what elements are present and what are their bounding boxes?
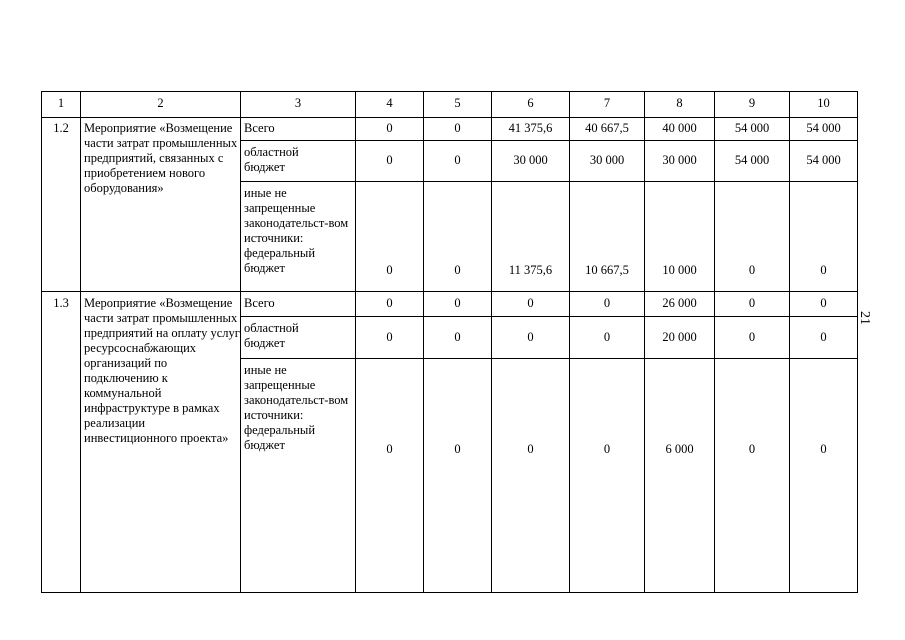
value-cell: 26 000 <box>662 296 697 310</box>
value-cell: 0 <box>820 296 827 310</box>
value-cell: 0 <box>748 442 756 456</box>
source-label: иные не запрещенные законодательст-вом источники: федеральный бюджет <box>244 363 349 452</box>
source-label: Всего <box>244 296 275 310</box>
value-cell: 0 <box>454 330 461 344</box>
value-cell: 11 375,6 <box>508 263 553 277</box>
value-cell: 54 000 <box>734 153 770 167</box>
value-cell: 0 <box>454 263 461 277</box>
source-label: Всего <box>244 121 275 135</box>
value-cell: 30 000 <box>589 153 625 167</box>
header-cell: 4 <box>386 96 393 110</box>
value-cell: 0 <box>748 296 756 310</box>
value-cell: 0 <box>454 296 461 310</box>
row-number: 1.2 <box>53 121 69 135</box>
sub-row-separator <box>240 181 857 182</box>
value-cell: 20 000 <box>662 330 697 344</box>
value-cell: 0 <box>386 330 393 344</box>
value-cell: 0 <box>454 442 461 456</box>
value-cell: 0 <box>386 263 393 277</box>
header-cell: 8 <box>676 96 683 110</box>
value-cell: 54 000 <box>734 121 770 135</box>
value-cell: 54 000 <box>806 153 841 167</box>
column-border <box>41 91 42 593</box>
value-cell: 10 000 <box>662 263 697 277</box>
value-cell: 54 000 <box>806 121 841 135</box>
value-cell: 40 667,5 <box>585 121 629 135</box>
header-cell: 9 <box>748 96 756 110</box>
value-cell: 0 <box>386 296 393 310</box>
value-cell: 0 <box>820 330 827 344</box>
value-cell: 0 <box>748 330 756 344</box>
value-cell: 6 000 <box>665 442 694 456</box>
header-cell: 1 <box>57 96 65 110</box>
table-border-bottom <box>41 592 857 593</box>
header-cell: 6 <box>527 96 534 110</box>
value-cell: 10 667,5 <box>585 263 629 277</box>
value-cell: 0 <box>527 442 534 456</box>
header-cell: 7 <box>603 96 611 110</box>
value-cell: 40 000 <box>662 121 697 135</box>
value-cell: 0 <box>820 442 827 456</box>
sub-row-separator <box>240 358 857 359</box>
header-separator <box>41 117 857 118</box>
value-cell: 0 <box>527 330 534 344</box>
value-cell: 0 <box>454 121 461 135</box>
value-cell: 0 <box>454 153 461 167</box>
measure-title: Мероприятие «Возмещение части затрат промышленных предприятий на оплату услуг ресурсоснабжающих организаций по подключению к коммунальной инфраструктуре в рамках реализации инвестиционного проекта» <box>84 296 240 445</box>
value-cell: 0 <box>386 121 393 135</box>
value-cell: 30 000 <box>513 153 548 167</box>
header-cell: 3 <box>294 96 302 110</box>
table-border-top <box>41 91 857 92</box>
sub-row-separator <box>240 140 857 141</box>
row-number: 1.3 <box>53 296 69 310</box>
value-cell: 0 <box>820 263 827 277</box>
header-cell: 5 <box>454 96 461 110</box>
header-cell: 10 <box>817 96 830 110</box>
value-cell: 0 <box>386 153 393 167</box>
value-cell: 0 <box>527 296 534 310</box>
source-label: областной бюджет <box>244 321 299 350</box>
source-label: областной бюджет <box>244 145 299 174</box>
value-cell: 0 <box>603 442 611 456</box>
measure-title: Мероприятие «Возмещение части затрат промышленных предприятий, связанных с приобретением нового оборудования» <box>84 121 238 195</box>
value-cell: 41 375,6 <box>508 121 553 135</box>
header-cell: 2 <box>157 96 164 110</box>
source-label: иные не запрещенные законодательст-вом источники: федеральный бюджет <box>244 186 349 275</box>
value-cell: 0 <box>603 296 611 310</box>
page-number: 21 <box>857 311 872 325</box>
sub-row-separator <box>240 316 857 317</box>
value-cell: 0 <box>748 263 756 277</box>
value-cell: 30 000 <box>662 153 697 167</box>
value-cell: 0 <box>603 330 611 344</box>
row-separator <box>41 291 857 292</box>
value-cell: 0 <box>386 442 393 456</box>
